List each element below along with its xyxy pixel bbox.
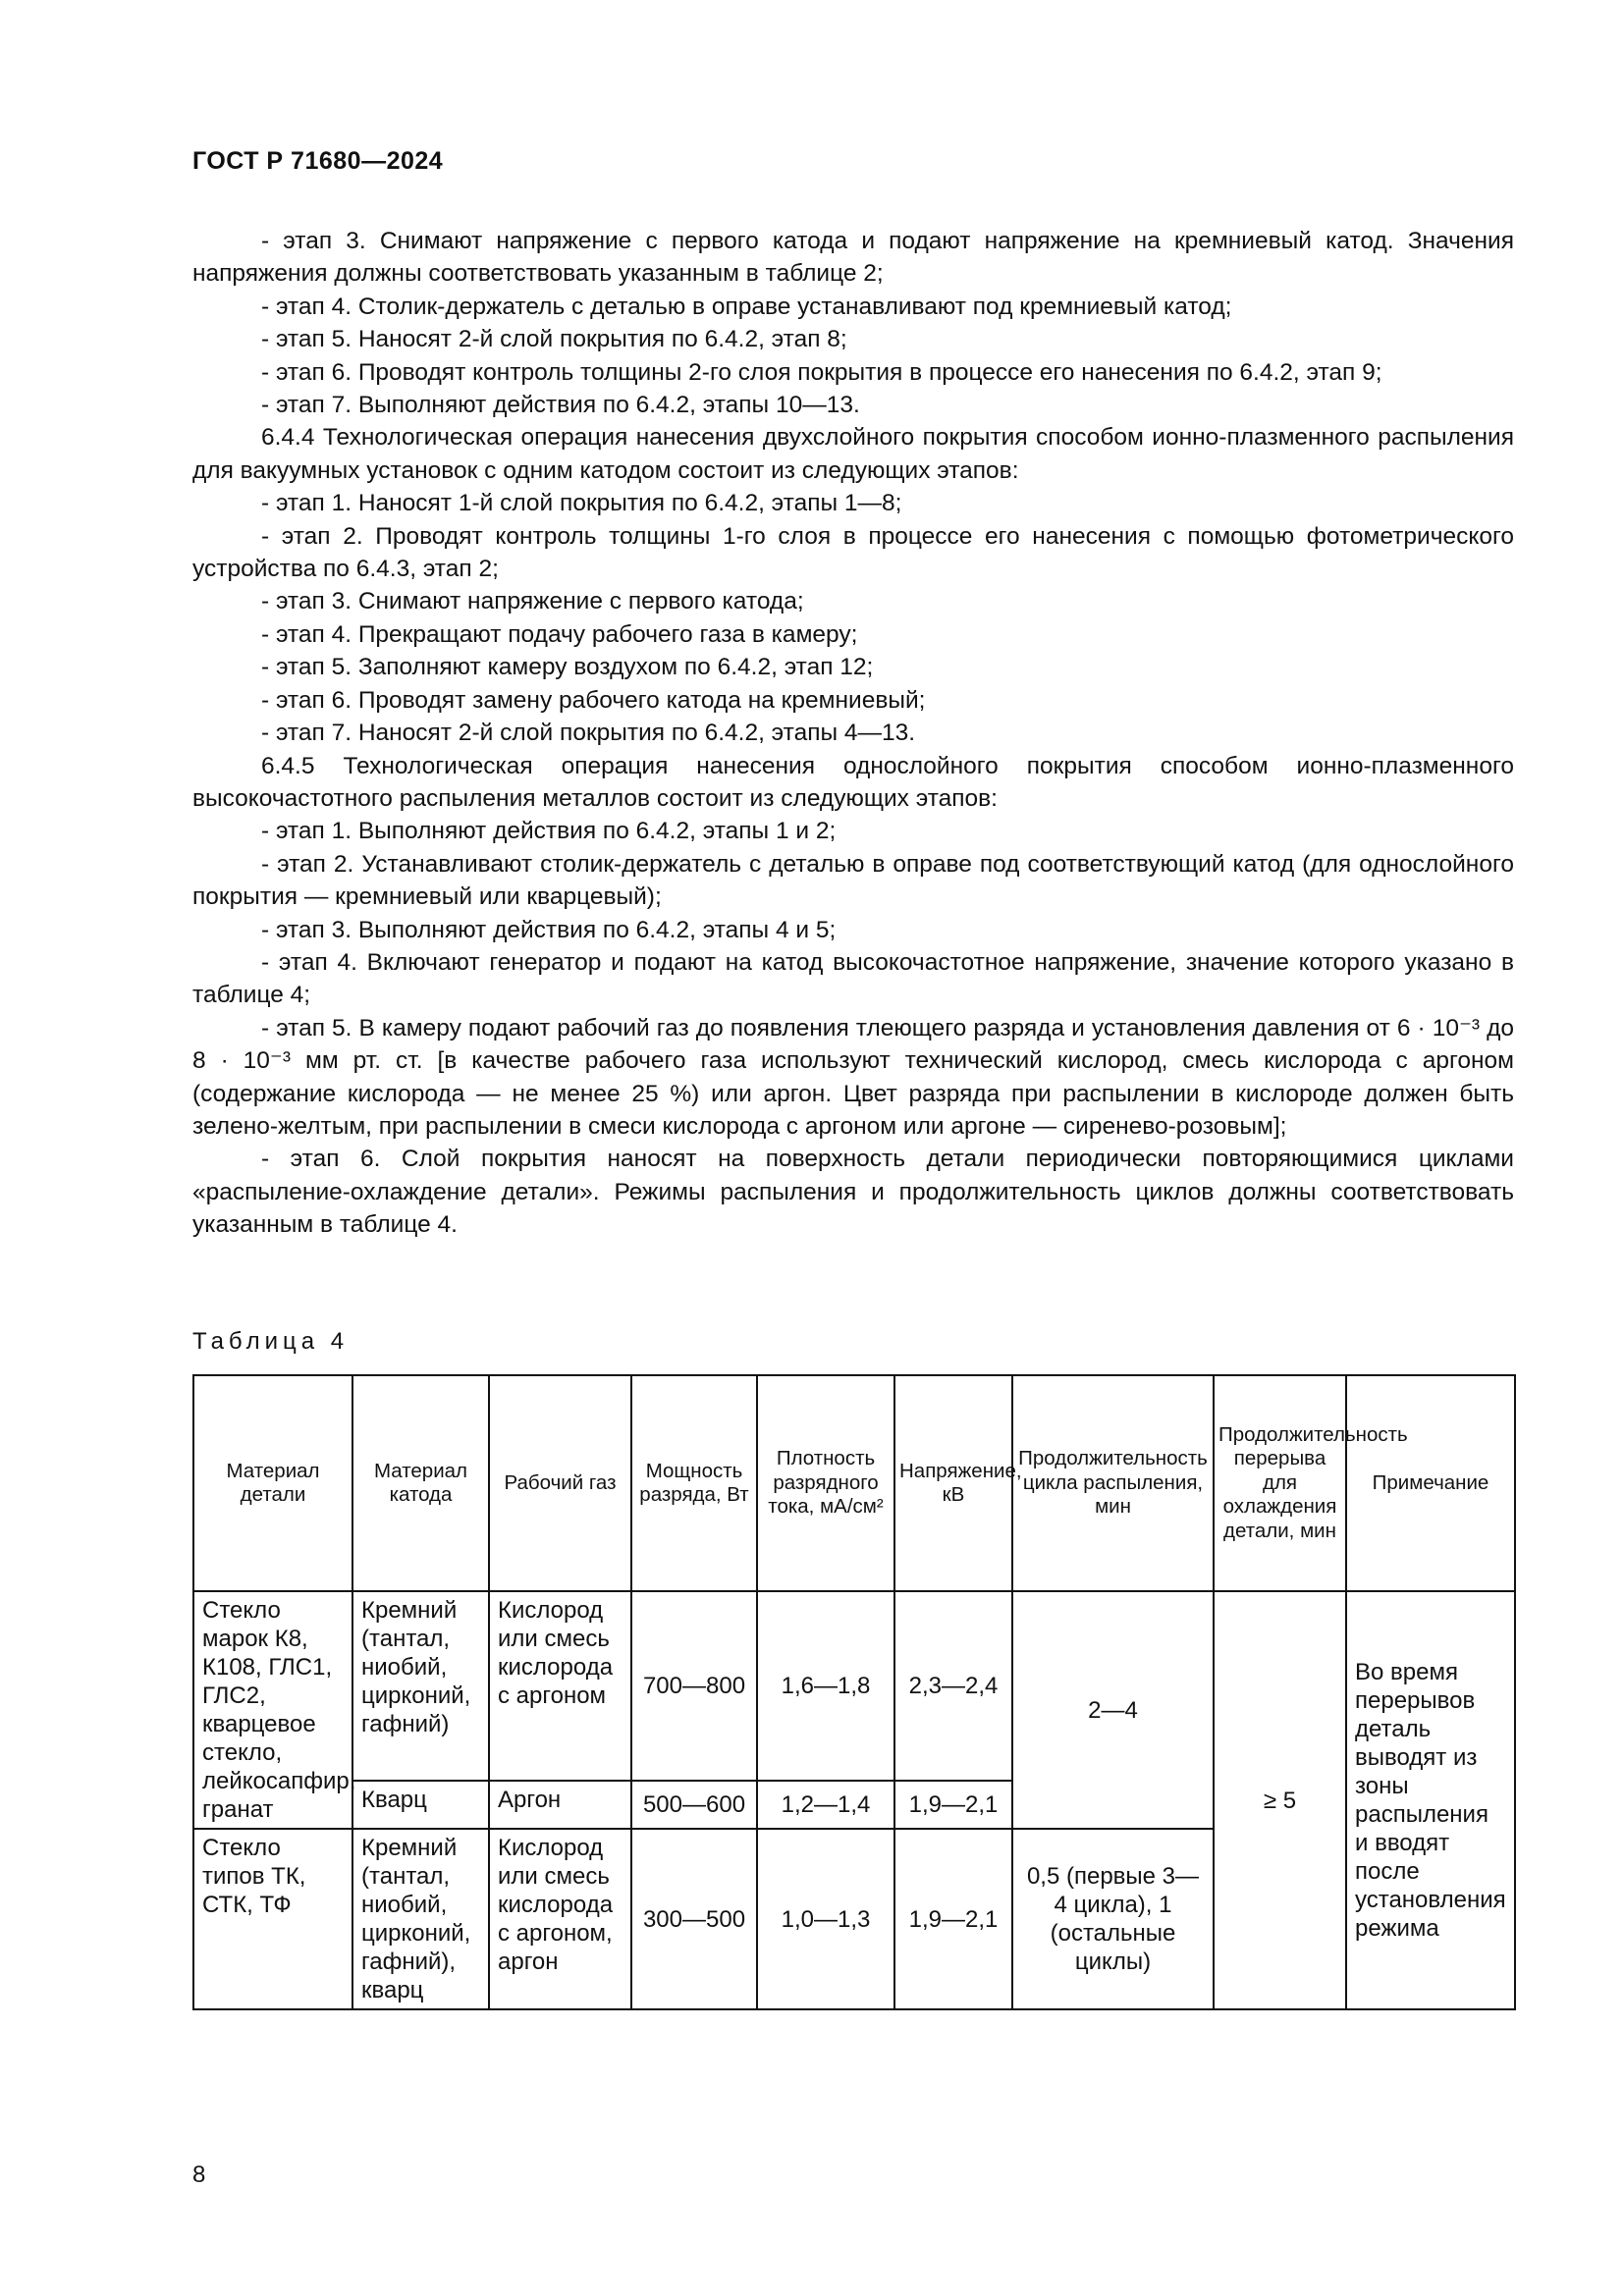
cell-density: 1,0—1,3 — [757, 1829, 894, 2009]
cell-power: 500—600 — [631, 1781, 757, 1829]
column-header: Напряжение, кВ — [894, 1375, 1012, 1591]
table-header-row — [193, 1375, 1515, 1591]
cell-cathode: Кварц — [352, 1781, 489, 1829]
document-body — [192, 225, 1514, 1242]
table-caption: Таблица 4 — [192, 1328, 350, 1355]
cell-pause: ≥ 5 — [1214, 1591, 1346, 2009]
paragraph: - этап 1. Наносят 1-й слой покрытия по 6.4.2, этапы 1—8; — [261, 490, 902, 517]
column-header: Рабочий газ — [489, 1375, 631, 1591]
paragraph: - этап 3. Выполняют действия по 6.4.2, этапы 4 и 5; — [261, 916, 837, 943]
paragraph: - этап 4. Столик-держатель с деталью в оправе устанавливают под кремниевый катод; — [261, 293, 1232, 320]
cell-cycle: 2—4 — [1012, 1591, 1214, 1829]
cell-gas: Аргон — [489, 1781, 631, 1829]
cell-material: Стекло марок К8, К108, ГЛС1, ГЛС2, кварцевое стекло, лейкосапфир, гранат — [193, 1591, 352, 1829]
section-paragraph: 6.4.5 Технологическая операция нанесения однослойного покрытия способом ионно-плазменного высокочастотного распыления металлов состоит из следующих этапов: — [192, 752, 1514, 812]
cell-voltage: 1,9—2,1 — [894, 1829, 1012, 2009]
paragraph: - этап 6. Проводят замену рабочего катода на кремниевый; — [261, 686, 926, 714]
paragraph: - этап 7. Выполняют действия по 6.4.2, этапы 10—13. — [261, 392, 860, 419]
paragraph: - этап 3. Снимают напряжение с первого катода и подают напряжение на кремниевый катод. Значения напряжения должны соответствовать указанным в таблице 2; — [192, 228, 1514, 288]
cell-material: Стекло типов ТК, СТК, ТФ — [193, 1829, 352, 2009]
paragraph: - этап 4. Прекращают подачу рабочего газа в камеру; — [261, 620, 858, 648]
paragraph: - этап 6. Проводят контроль толщины 2-го слоя покрытия в процессе его нанесения по 6.4.2, этап 9; — [261, 358, 1382, 386]
paragraph: - этап 1. Выполняют действия по 6.4.2, этапы 1 и 2; — [261, 818, 837, 845]
paragraph: - этап 5. Заполняют камеру воздухом по 6.4.2, этап 12; — [261, 654, 874, 681]
cell-gas: Кислород или смесь кислорода с аргоном — [489, 1591, 631, 1781]
cell-voltage: 2,3—2,4 — [894, 1591, 1012, 1781]
paragraph: - этап 6. Слой покрытия наносят на поверхность детали периодически повторяющимися циклами «распыление-охлаждение детали». Режимы распыления и продолжительность циклов должны соответствовать указанным в таблице 4. — [192, 1146, 1514, 1239]
paragraph: - этап 2. Проводят контроль толщины 1-го слоя в процессе его нанесения с помощью фотометрического устройства по 6.4.3, этап 2; — [192, 522, 1514, 583]
table-4 — [192, 1374, 1516, 2010]
paragraph: - этап 2. Устанавливают столик-держатель с деталью в оправе под соответствующий катод (для однослойного покрытия — кремниевый или кварцевый); — [192, 850, 1514, 911]
column-header: Мощность разряда, Вт — [631, 1375, 757, 1591]
column-header: Продолжительность цикла распыления, мин — [1012, 1375, 1214, 1591]
paragraph: - этап 3. Снимают напряжение с первого катода; — [261, 588, 804, 615]
column-header: Продолжительность перерыва для охлаждения детали, мин — [1214, 1375, 1346, 1591]
column-header: Примечание — [1346, 1375, 1515, 1591]
page-number: 8 — [192, 2162, 206, 2188]
paragraph: - этап 4. Включают генератор и подают на катод высокочастотное напряжение, значение которого указано в таблице 4; — [192, 948, 1514, 1009]
paragraph: - этап 7. Наносят 2-й слой покрытия по 6.4.2, этапы 4—13. — [261, 720, 916, 747]
cell-cathode: Кремний (тантал, ниобий, цирконий, гафний) — [352, 1591, 489, 1781]
column-header: Плотность разрядного тока, мА/см² — [757, 1375, 894, 1591]
cell-power: 700—800 — [631, 1591, 757, 1781]
cell-power: 300—500 — [631, 1829, 757, 2009]
paragraph: - этап 5. В камеру подают рабочий газ до появления тлеющего разряда и установления давления от 6 · 10⁻³ до 8 · 10⁻³ мм рт. ст. [в качестве рабочего газа используют технический кислород, смесь кислорода с аргоном (содержание кислорода — не менее 25 %) или аргон. Цвет разряда при распылении в кислороде должен быть зелено-желтым, при распылении в смеси кислорода с аргоном или аргоне — сиренево-розовым]; — [192, 1014, 1514, 1140]
cell-density: 1,6—1,8 — [757, 1591, 894, 1781]
column-header: Материал катода — [352, 1375, 489, 1591]
paragraph: - этап 5. Наносят 2-й слой покрытия по 6.4.2, этап 8; — [261, 326, 847, 353]
cell-cycle: 0,5 (первые 3—4 цикла), 1 (остальные циклы) — [1012, 1829, 1214, 2009]
cell-gas: Кислород или смесь кислорода с аргоном, аргон — [489, 1829, 631, 2009]
cell-cathode: Кремний (тантал, ниобий, цирконий, гафний), кварц — [352, 1829, 489, 2009]
table-row — [193, 1591, 1515, 1781]
cell-density: 1,2—1,4 — [757, 1781, 894, 1829]
column-header: Материал детали — [193, 1375, 352, 1591]
cell-note: Во время перерывов деталь выводят из зоны распыления и вводят после установления режима — [1346, 1591, 1515, 2009]
section-paragraph: 6.4.4 Технологическая операция нанесения двухслойного покрытия способом ионно-плазменного распыления для вакуумных установок с одним катодом состоит из следующих этапов: — [192, 424, 1514, 484]
document-header: ГОСТ Р 71680—2024 — [192, 147, 444, 175]
cell-voltage: 1,9—2,1 — [894, 1781, 1012, 1829]
